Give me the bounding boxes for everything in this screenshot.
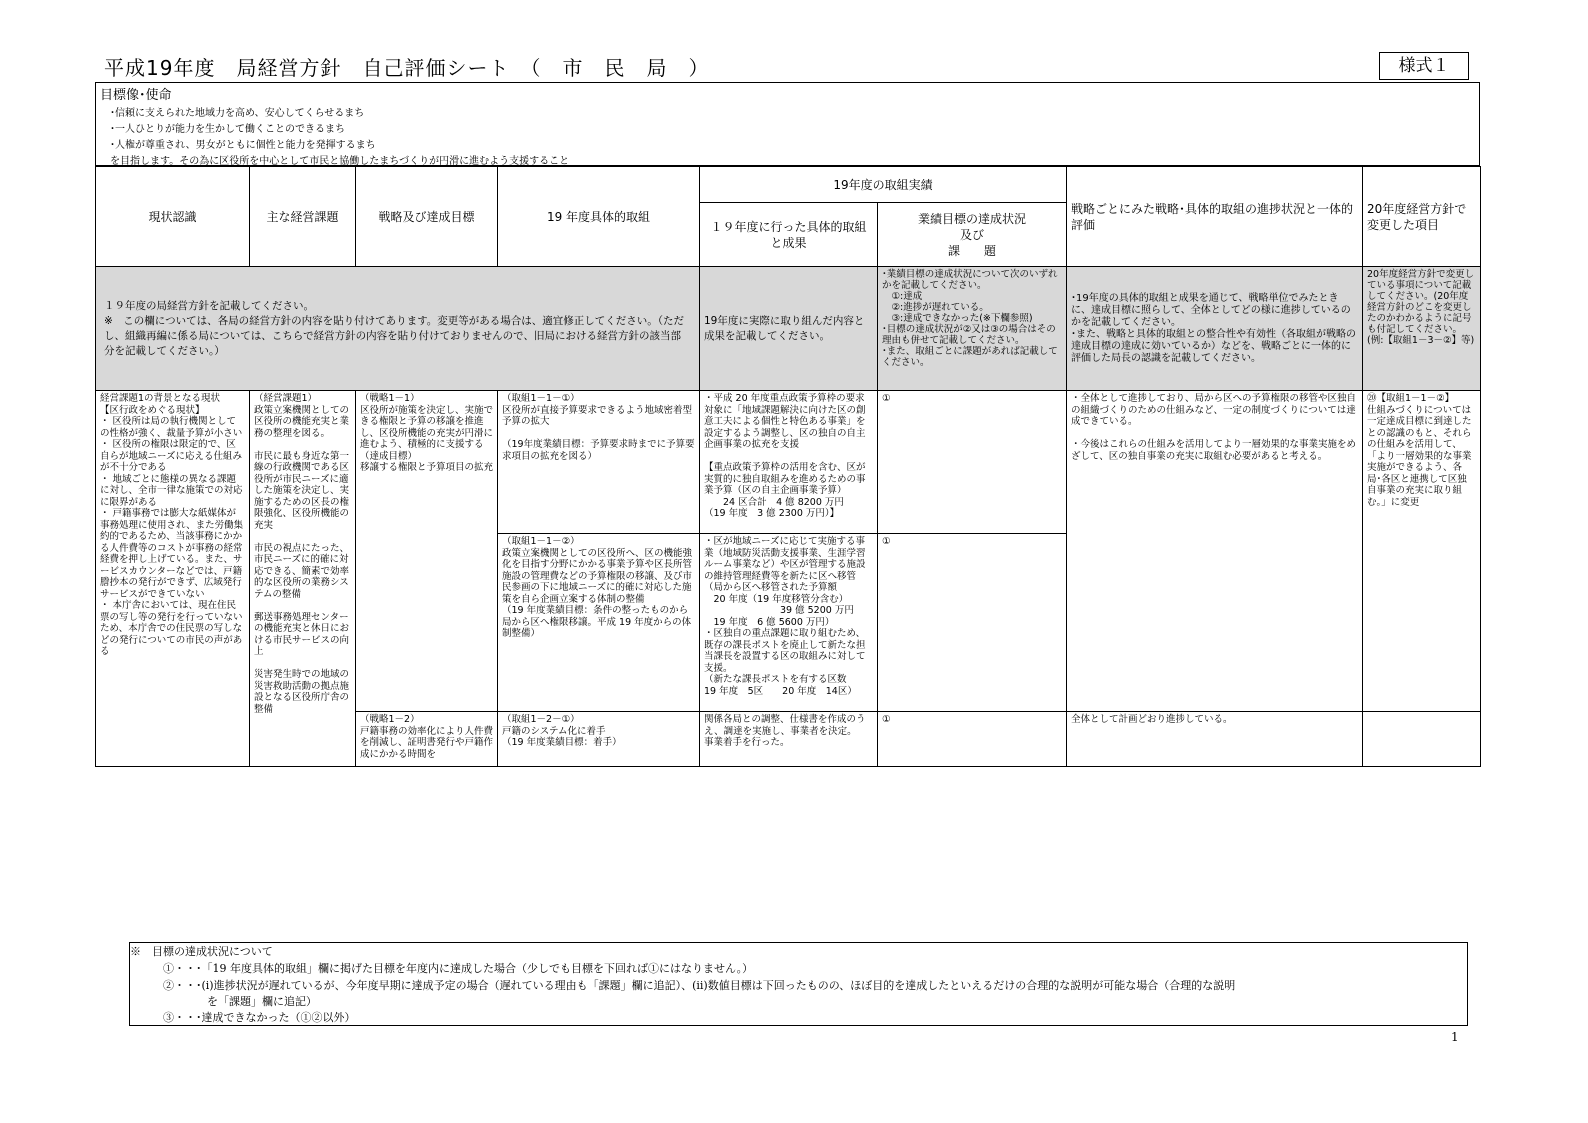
footnote-line: ③・・･達成できなかった（①②以外） <box>130 1011 356 1024</box>
header-actions-results: １９年度に行った具体的取組 と成果 <box>700 203 878 267</box>
header-achievement-status: 業績目標の達成状況 及び 課 題 <box>878 203 1067 267</box>
action-1-1-2-cell: （取組1－1－②） 政策立案機関としての区役所へ、区の機能強化を目指す分野にかかる事業予算や区長所管施設の管理費などの予算権限の移譲、及び市民参画の下に地域ニーズに的確に対応した施策を自ら企画立案する体制の整備 （19 年度業績目標：条件の整ったものから局から区へ権限移譲。平成 19 年度からの体制整備） <box>498 534 700 712</box>
strategy-1-1-cell: （戦略1－1） 区役所が施策を決定し、実施できる権限と予算の移譲を推進し、区役所機能の充実が円滑に進むよう、積極的に支援する （達成目標） 移譲する権限と予算項目の拡充 <box>356 391 498 712</box>
footnote-line: ①・・･「19 年度具体的取組」欄に掲げた目標を年度内に達成した場合（少しでも目標を下回れば①にはなりません。） <box>130 962 754 975</box>
header-changed-items: 20年度経営方針で変更した項目 <box>1363 167 1481 267</box>
header-specific-actions: 19 年度具体的取組 <box>498 167 700 267</box>
page-number: 1 <box>1451 1030 1459 1044</box>
page-title: 平成19年度 局経営方針 自己評価シート （ 市 民 局 ） <box>104 56 710 80</box>
result-1-2-1-cell: 関係各局との調整、仕様書を作成のうえ、調達を実施し、事業者を決定。 事業着手を行った。 <box>700 712 878 767</box>
footnote-box <box>129 942 1468 1026</box>
mission-section <box>95 82 1480 166</box>
header-evaluation: 戦略ごとにみた戦略･具体的取組の進捗状況と一体的評価 <box>1067 167 1363 267</box>
status-1-1-1-cell: ① <box>878 391 1067 534</box>
header-strategy: 戦略及び達成目標 <box>356 167 498 267</box>
form-number-box: 様式１ <box>1379 52 1469 80</box>
guide-actions-text: 19年度に実際に取り組んだ内容と成果を記載してください。 <box>700 267 878 391</box>
guide-changed-text: 20年度経営方針で変更している事項について記載してください。(20年度経営方針のどこを変更したのかわかるように記号も付記してください。(例:【取組1－3－②】等) <box>1363 267 1481 391</box>
footnote-line: ②・・･(ⅰ)進捗状況が遅れているが、今年度早期に達成予定の場合（遅れている理由も「課題」欄に追記）、(ⅱ)数値目標は下回ったものの、ほぼ目的を達成したといえるだけの合理的な説明が可能な場合（合理的な説明 <box>130 979 1236 992</box>
header-management-issue: 主な経営課題 <box>250 167 356 267</box>
mission-line: を目指します。その為に区役所を中心として市民と協働したまちづくりが円滑に進むよう支援すること <box>110 156 570 167</box>
header-current-status: 現状認識 <box>96 167 250 267</box>
strategy-1-2-cell: （戦略1－2） 戸籍事務の効率化により人件費を削減し、証明書発行や戸籍作成にかかる時間を <box>356 712 498 767</box>
evaluation-table <box>95 166 1481 767</box>
changed-strategy-1-1-cell: ⑳【取組1－1－②】 仕組みづくりについては一定達成目標に到達したとの認識のもと、それらの仕組みを活用して、「より一層効果的な事業実施ができるよう、各局･各区と連携して区独自事業の充実に取り組む。」に変更 <box>1363 391 1481 712</box>
mission-line: ･人権が尊重され、男女がともに個性と能力を発揮するまち <box>110 140 376 151</box>
status-1-1-2-cell: ① <box>878 534 1067 712</box>
header-results-group: 19年度の取組実績 <box>700 167 1067 203</box>
current-status-cell: 経営課題1の背景となる現状 【区行政をめぐる現状】 ・ 区役所は局の執行機関としての性格が強く、裁量予算が小さい ・ 区役所の権限は限定的で、区自らが地域ニーズに応える仕組みが不十分である ・ 地域ごとに態様の異なる課題に対し、全市一律な施策での対応に限界がある ・ 戸籍事務では膨大な紙媒体が事務処理に使用され、また労働集約的であるため、当該事務にかかる人件費等のコストが事務の経常経費を押し上げている。また、サービスカウンターなどでは、戸籍謄抄本の発行ができず、広域発行サービスができていない ・ 本庁舎においては、現在住民票の写し等の発行を行っていないため、本庁舎での住民票の写しなどの発行についての市民の声がある <box>96 391 250 767</box>
mission-line: ･信頼に支えられた地域力を高め、安心してくらせるまち <box>110 108 365 119</box>
footnote-line: を「課題」欄に追記） <box>130 995 317 1008</box>
guide-evaluation-text: ･19年度の具体的取組と成果を通じて、戦略単位でみたときに、達成目標に照らして、全体としてどの様に進捗しているのかを記載してください。 ･また、戦略と具体的取組との整合性や有効性（各取組が戦略の達成目標の達成に効いているか）などを、戦略ごとに一体的に評価した局長の認識を記載してください。 <box>1067 267 1363 391</box>
evaluation-strategy-1-1-cell: ・全体として進捗しており、局から区への予算権限の移管や区独自の組織づくりのための仕組みなど、一定の制度づくりについては達成できている。 ・今後はこれらの仕組みを活用してより一層効果的な事業実施をめざして、区の独自事業の充実に取組む必要があると考える。 <box>1067 391 1363 712</box>
evaluation-strategy-1-2-cell: 全体として計画どおり進捗している。 <box>1067 712 1363 767</box>
result-1-1-2-cell: ・区が地域ニーズに応じて実施する事業（地域防災活動支援事業、生涯学習ルーム事業など）や区が管理する施設の維持管理経費等を新たに区へ移管 （局から区へ移管された予算額 20 年度（19 年度移管分含む） 39 億 5200 万円 19 年度 6 億 5600 万円） ・区独自の重点課題に取り組むため、既存の課長ポストを廃止して新たな担当課長を設置する区の取組みに対して支援。 （新たな課長ポストを有する区数 19 年度 5区 20 年度 14区） <box>700 534 878 712</box>
mission-heading: 目標像･使命 <box>100 88 172 103</box>
mission-line: ･一人ひとりが能力を生かして働くことのできるまち <box>110 124 345 135</box>
status-1-2-1-cell: ① <box>878 712 1067 767</box>
footnote-line: ※ 目標の達成状況について <box>130 945 273 958</box>
management-issue-cell: （経営課題1） 政策立案機関としての区役所の機能充実と業務の整理を図る。 市民に最も身近な第一線の行政機関である区役所が市民ニーズに適した施策を決定し、実施するための区長の権限強化、区役所機能の充実 市民の視点にたった、市民ニーズに的確に対応できる、簡素で効率的な区役所の業務システムの整備 郵送事務処理センターの機能充実と休日における市民サービスの向上 災害発生時での地域の災害救助活動の拠点施設となる区役所庁舎の整備 <box>250 391 356 767</box>
result-1-1-1-cell: ・平成 20 年度重点政策予算枠の要求対象に「地域課題解決に向けた区の創意工夫による個性と特色ある事業」を設定するよう調整し、区の独自の自主企画事業の拡充を支援 【重点政策予算枠の活用を含む、区が実質的に独自取組みを進めるための事業予算（区の自主企画事業予算） 24 区合計 4 億 8200 万円 （19 年度 3 億 2300 万円）】 <box>700 391 878 534</box>
changed-strategy-1-2-cell <box>1363 712 1481 767</box>
action-1-2-1-cell: （取組1－2－①） 戸籍のシステム化に着手 （19 年度業績目標：着手） <box>498 712 700 767</box>
action-1-1-1-cell: （取組1－1－①） 区役所が直接予算要求できるよう地域密着型予算の拡大 （19年度業績目標：予算要求時までに予算要求項目の拡充を図る） <box>498 391 700 534</box>
guide-achievement-text: ･業績目標の達成状況について次のいずれかを記載してください。 ①:達成 ②:進捗が遅れている。 ③:達成できなかった(※下欄参照) ･目標の達成状況が②又は③の場合はその理由も併せて記載してください。 ･また、取組ごとに課題があれば記載してください。 <box>878 267 1067 391</box>
guide-policy-text: １９年度の局経営方針を記載してください。 ※ この欄については、各局の経営方針の内容を貼り付けてあります。変更等がある場合は、適宜修正してください。（ただし、組織再編に係る局については、こちらで経営方針の内容を貼り付けておりませんので、旧局における経営方針の該当部分を記載してください。） <box>96 267 700 391</box>
